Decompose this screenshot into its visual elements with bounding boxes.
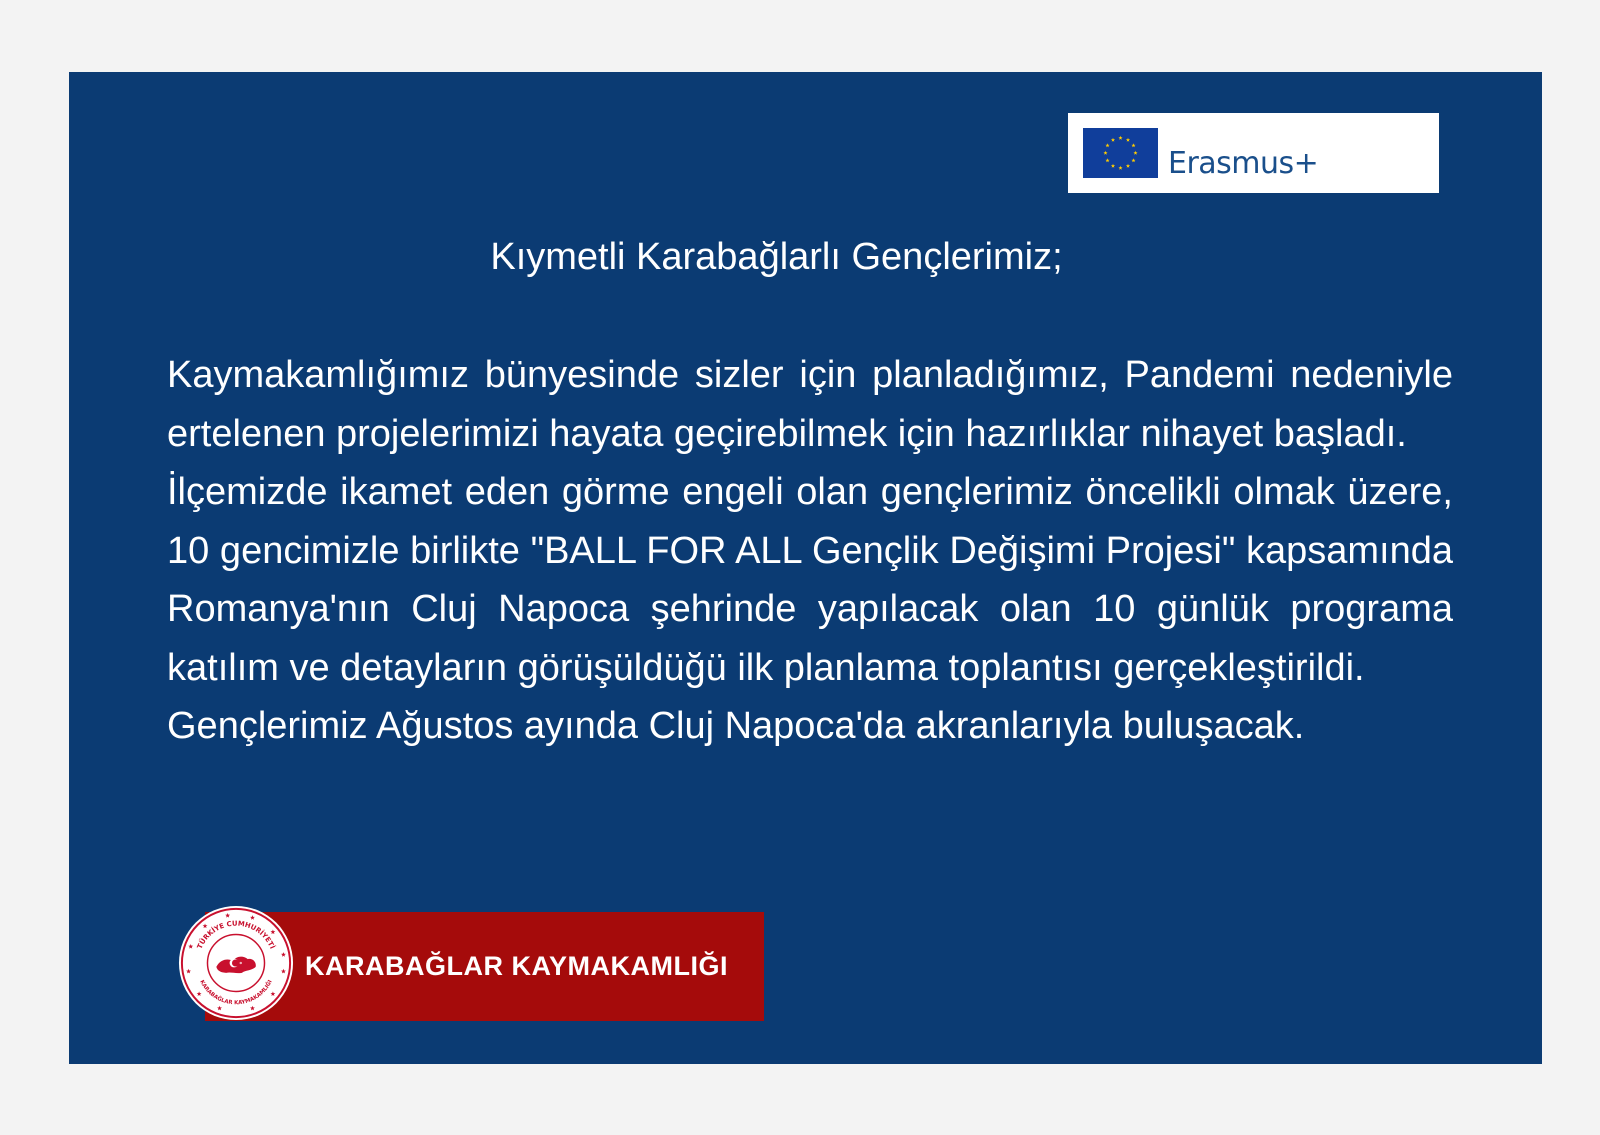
eu-stars — [1083, 128, 1158, 178]
eu-star-icon — [1126, 164, 1130, 168]
eu-star-icon — [1111, 164, 1115, 168]
paragraph: İlçemizde ikamet eden görme engeli olan gençlerimiz öncelikli olmak üzere, 10 gencimizle birlikte "BALL FOR ALL Gençlik Değişimi Projesi" kapsamında Romanya'nın Cluj Napoca şehrinde yapılacak olan 10 günlük programa katılım ve detayların görüşüldüğü ilk planlama toplantısı gerçekleştirildi. — [167, 471, 1453, 689]
eu-star-icon — [1131, 143, 1135, 147]
greeting-heading: Kıymetli Karabağlarlı Gençlerimiz; — [490, 236, 1063, 278]
paragraph: Kaymakamlığımız bünyesinde sizler için planladığımız, Pandemi nedeniyle ertelenen projelerimizi hayata geçirebilmek için hazırlıklar nihayet başladı. — [167, 354, 1453, 455]
erasmus-logo — [1068, 113, 1439, 193]
eu-star-icon — [1131, 158, 1135, 162]
eu-star-icon — [1118, 166, 1122, 170]
eu-star-icon — [1133, 151, 1137, 155]
paragraph: Gençlerimiz Ağustos ayında Cluj Napoca'da akranlarıyla buluşacak. — [167, 705, 1305, 747]
government-seal-icon — [177, 904, 295, 1022]
announcement-body — [167, 346, 1453, 756]
eu-star-icon — [1126, 138, 1130, 142]
eu-star-icon — [1105, 158, 1109, 162]
kaymakamlik-label: KARABAĞLAR KAYMAKAMLIĞI — [305, 951, 728, 981]
eu-star-icon — [1105, 143, 1109, 147]
seal-text-top: TÜRKİYE CUMHURİYETİ — [195, 919, 277, 951]
seal-text-bottom: KARABAĞLAR KAYMAKAMLIĞI — [198, 979, 274, 1007]
eu-star-icon — [1103, 151, 1107, 155]
erasmus-brand-text: Erasmus+ — [1168, 145, 1319, 181]
eu-star-icon — [1118, 136, 1122, 140]
eu-flag-icon — [1083, 128, 1158, 178]
eu-star-icon — [1111, 138, 1115, 142]
